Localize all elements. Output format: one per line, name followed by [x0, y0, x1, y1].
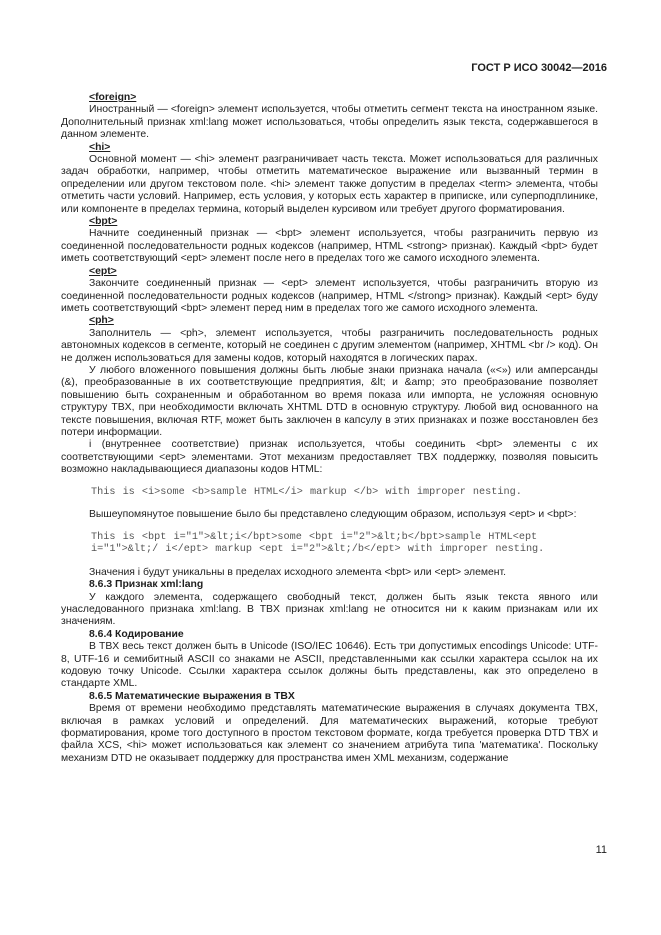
code-example-line: This is <i>some <b>sample HTML</i> markup </b> with improper nesting.: [91, 486, 522, 498]
spacer: [61, 557, 598, 567]
code-example-line: i="1">&lt;/ i</ept> markup <ept i="2">&lt;/b</ept> with improper nesting.: [91, 544, 545, 556]
paragraph: У любого вложенного повышения должны быть любые знаки признака начала («<») или амперсанды (&), преобразованные в их соответствующие предприятия, &lt; и &amp; это преобразование позволяет повышению быть сохраненным и обработанном во время показа или импорта, не усложняя основную структуру TBX, при необходимости включать XHTML DTD в основную структуру. Любой вид основанного на тексте повышения, включая RTF, может быть заключен в капсулу в этих признаках и позже восстановлен без потери информации.: [61, 364, 598, 438]
paragraph: В TBX весь текст должен быть в Unicode (ISO/IEC 10646). Есть три допустимых encodings Unicode: UTF-8, UTF-16 и семибитный ASCII со знаками не ASCII, представленными как ссылки характера ссылок на их кодовую точку Unicode. Cсылки характера ссылок должны быть представлены, как это определено в стандарте XML.: [61, 641, 598, 690]
section-heading: 8.6.5 Математические выражения в TBX: [89, 690, 295, 702]
element-term-heading: <ept>: [89, 265, 117, 277]
page-number: 11: [595, 844, 607, 856]
paragraph: Время от времени необходимо представлять математические выражения в случаях документа TBX, включая в рамках условий и определений. Для математических выражений, которые требуют форматирования, кроме того доступного в простом текстовом формате, когда требуется проверка DTD TBX и файла XCS, <hi> может использоваться как элемент со значением атрибута типа 'математика'. Поскольку механизм DTD не оказывает поддержку для пространства имен XML механизм, содержание: [61, 703, 598, 764]
paragraph: Закончите соединенный признак — <ept> элемент используется, чтобы разграничить вторую из соединенной последовательности родных кодексов (например, HTML </strong> признак). Каждый <ept> буду иметь соответствующий <bpt> элемент перед ним в пределах того же самого исходного элемента.: [61, 278, 598, 314]
document-body: [61, 92, 598, 765]
element-term-heading: <bpt>: [89, 216, 118, 228]
paragraph: Заполнитель — <ph>, элемент используется, чтобы разграничить последовательность родных автономных кодексов в сегменте, который не соединен с другим элементом (например, XHTML <br /> код). Он не должен использоваться для замены кодов, который находятся в логических парах.: [61, 327, 598, 364]
element-term-heading: <ph>: [89, 315, 114, 327]
paragraph: Иностранный — <foreign> элемент используется, чтобы отметить сегмент текста на иностранном языке. Дополнительный признак xml:lang может использоваться, чтобы определить язык текста, содержавшегося в данном элементе.: [61, 104, 598, 141]
section-heading: 8.6.4 Кодирование: [89, 628, 184, 640]
paragraph: Вышеупомянутое повышение было бы представлено следующим образом, используя <ept> и <bpt>:: [89, 509, 577, 521]
paragraph: Значения i будут уникальны в пределах исходного элемента <bpt> или <ept> элемент.: [89, 566, 507, 578]
code-example-line: This is <bpt i="1">&lt;i</bpt>some <bpt i="2">&lt;b</bpt>sample HTML<ept: [91, 531, 538, 543]
element-term-heading: <foreign>: [89, 92, 137, 103]
element-term-heading: <hi>: [89, 141, 111, 153]
standard-header: ГОСТ Р ИСО 30042—2016: [471, 62, 607, 74]
paragraph: i (внутреннее соответствие) признак используется, чтобы соединить <bpt> элементы с их соответствующими <ept> элементами. Этот механизм предоставляет TBX поддержку, позволяя повысить возможно накладывающиеся диапазоны кодов HTML:: [61, 439, 598, 476]
spacer: [61, 477, 598, 487]
paragraph: Основной момент — <hi> элемент разграничивает часть текста. Может использоваться для различных задач обработки, например, чтобы отметить математическое выражение или вызванный термин в определении или другом текстовом поле. <hi> элемент также допустим в пределах <term> элемента, чтобы отметить части условий. Например, есть условия, у которых есть характер в приписке, или суперподплинике, или компоненте в пределах термина, который выделен курсивом или требует другого форматирования.: [61, 154, 598, 215]
paragraph: Начните соединенный признак — <bpt> элемент используется, чтобы разграничить первую из соединенной последовательности родных кодексов (например, HTML <strong> признак). Каждый <bpt> будет иметь соответствующий <ept> элемент после него в пределах того же самого исходного элемента.: [61, 228, 598, 265]
section-heading: 8.6.3 Признак xml:lang: [89, 579, 204, 591]
paragraph: У каждого элемента, содержащего свободный текст, должен быть язык текста явного или унаследованного признака xml:lang. В TBX признак xml:lang не относится ни к каким признакам или их значениям.: [61, 591, 598, 628]
spacer: [61, 499, 598, 509]
spacer: [61, 522, 598, 532]
